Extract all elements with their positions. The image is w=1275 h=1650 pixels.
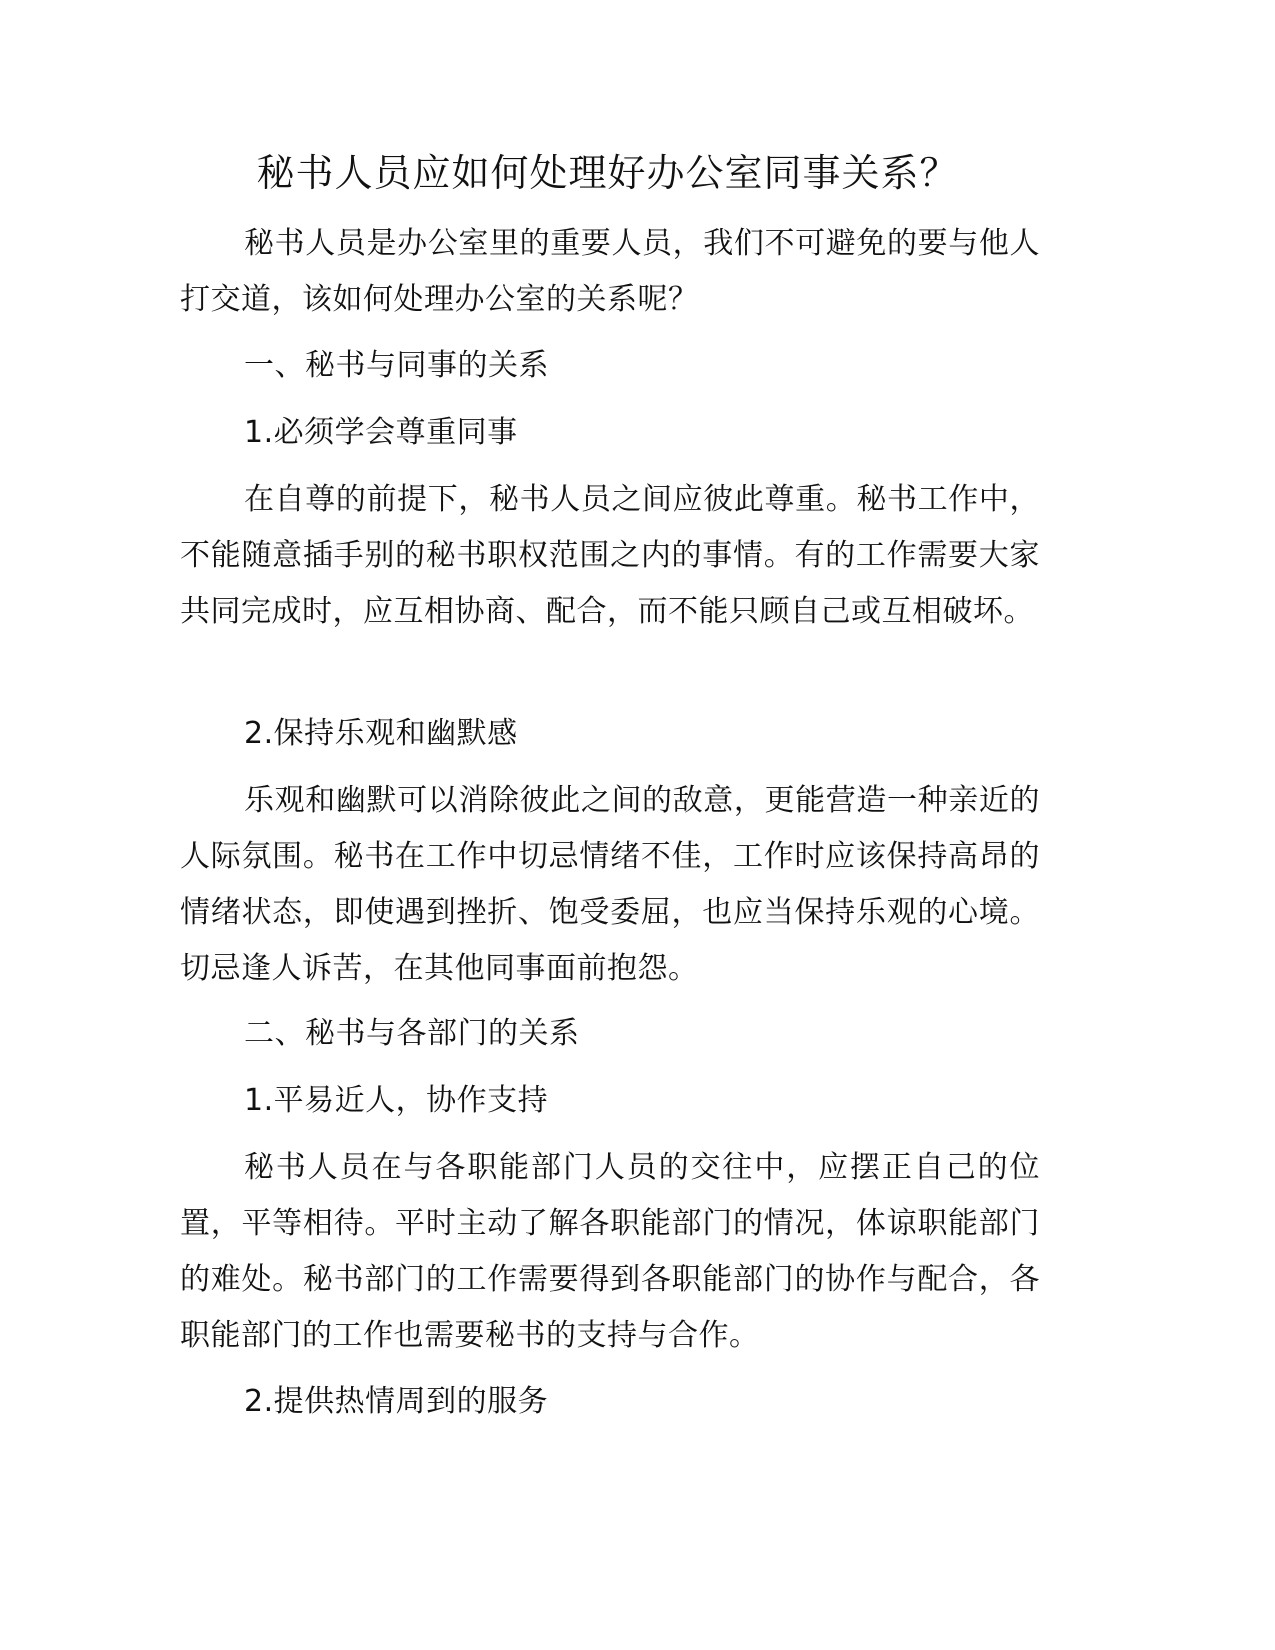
section1-item1-paragraph: 在自尊的前提下，秘书人员之间应彼此尊重。秘书工作中，不能随意插手别的秘书职权范围之内的事情。有的工作需要大家共同完成时，应互相协商、配合，而不能只顾自己或互相破坏。 bbox=[180, 482, 1040, 629]
section1-item2-paragraph: 乐观和幽默可以消除彼此之间的敌意，更能营造一种亲近的人际氛围。秘书在工作中切忌情绪不佳，工作时应该保持高昂的情绪状态，即使遇到挫折、饱受委屈，也应当保持乐观的心境。切忌逢人诉苦，在其他同事面前抱怨。 bbox=[180, 783, 1040, 986]
section2-item1-heading: 1.平易近人，协作支持 bbox=[244, 1083, 549, 1118]
section1-heading: 一、秘书与同事的关系 bbox=[244, 348, 549, 383]
section2-item1-paragraph: 秘书人员在与各职能部门人员的交往中，应摆正自己的位置，平等相待。平时主动了解各职能部门的情况，体谅职能部门的难处。秘书部门的工作需要得到各职能部门的协作与配合，各职能部门的工作也需要秘书的支持与合作。 bbox=[180, 1150, 1040, 1353]
section1-item1-heading: 1.必须学会尊重同事 bbox=[244, 415, 518, 450]
section2-heading: 二、秘书与各部门的关系 bbox=[244, 1016, 580, 1051]
section1-item2-heading: 2.保持乐观和幽默感 bbox=[244, 716, 518, 751]
intro-paragraph: 秘书人员是办公室里的重要人员，我们不可避免的要与他人打交道，该如何处理办公室的关系呢？ bbox=[180, 226, 1040, 317]
page-title: 秘书人员应如何处理好办公室同事关系？ bbox=[256, 151, 959, 195]
section2-item2-heading: 2.提供热情周到的服务 bbox=[244, 1384, 549, 1419]
